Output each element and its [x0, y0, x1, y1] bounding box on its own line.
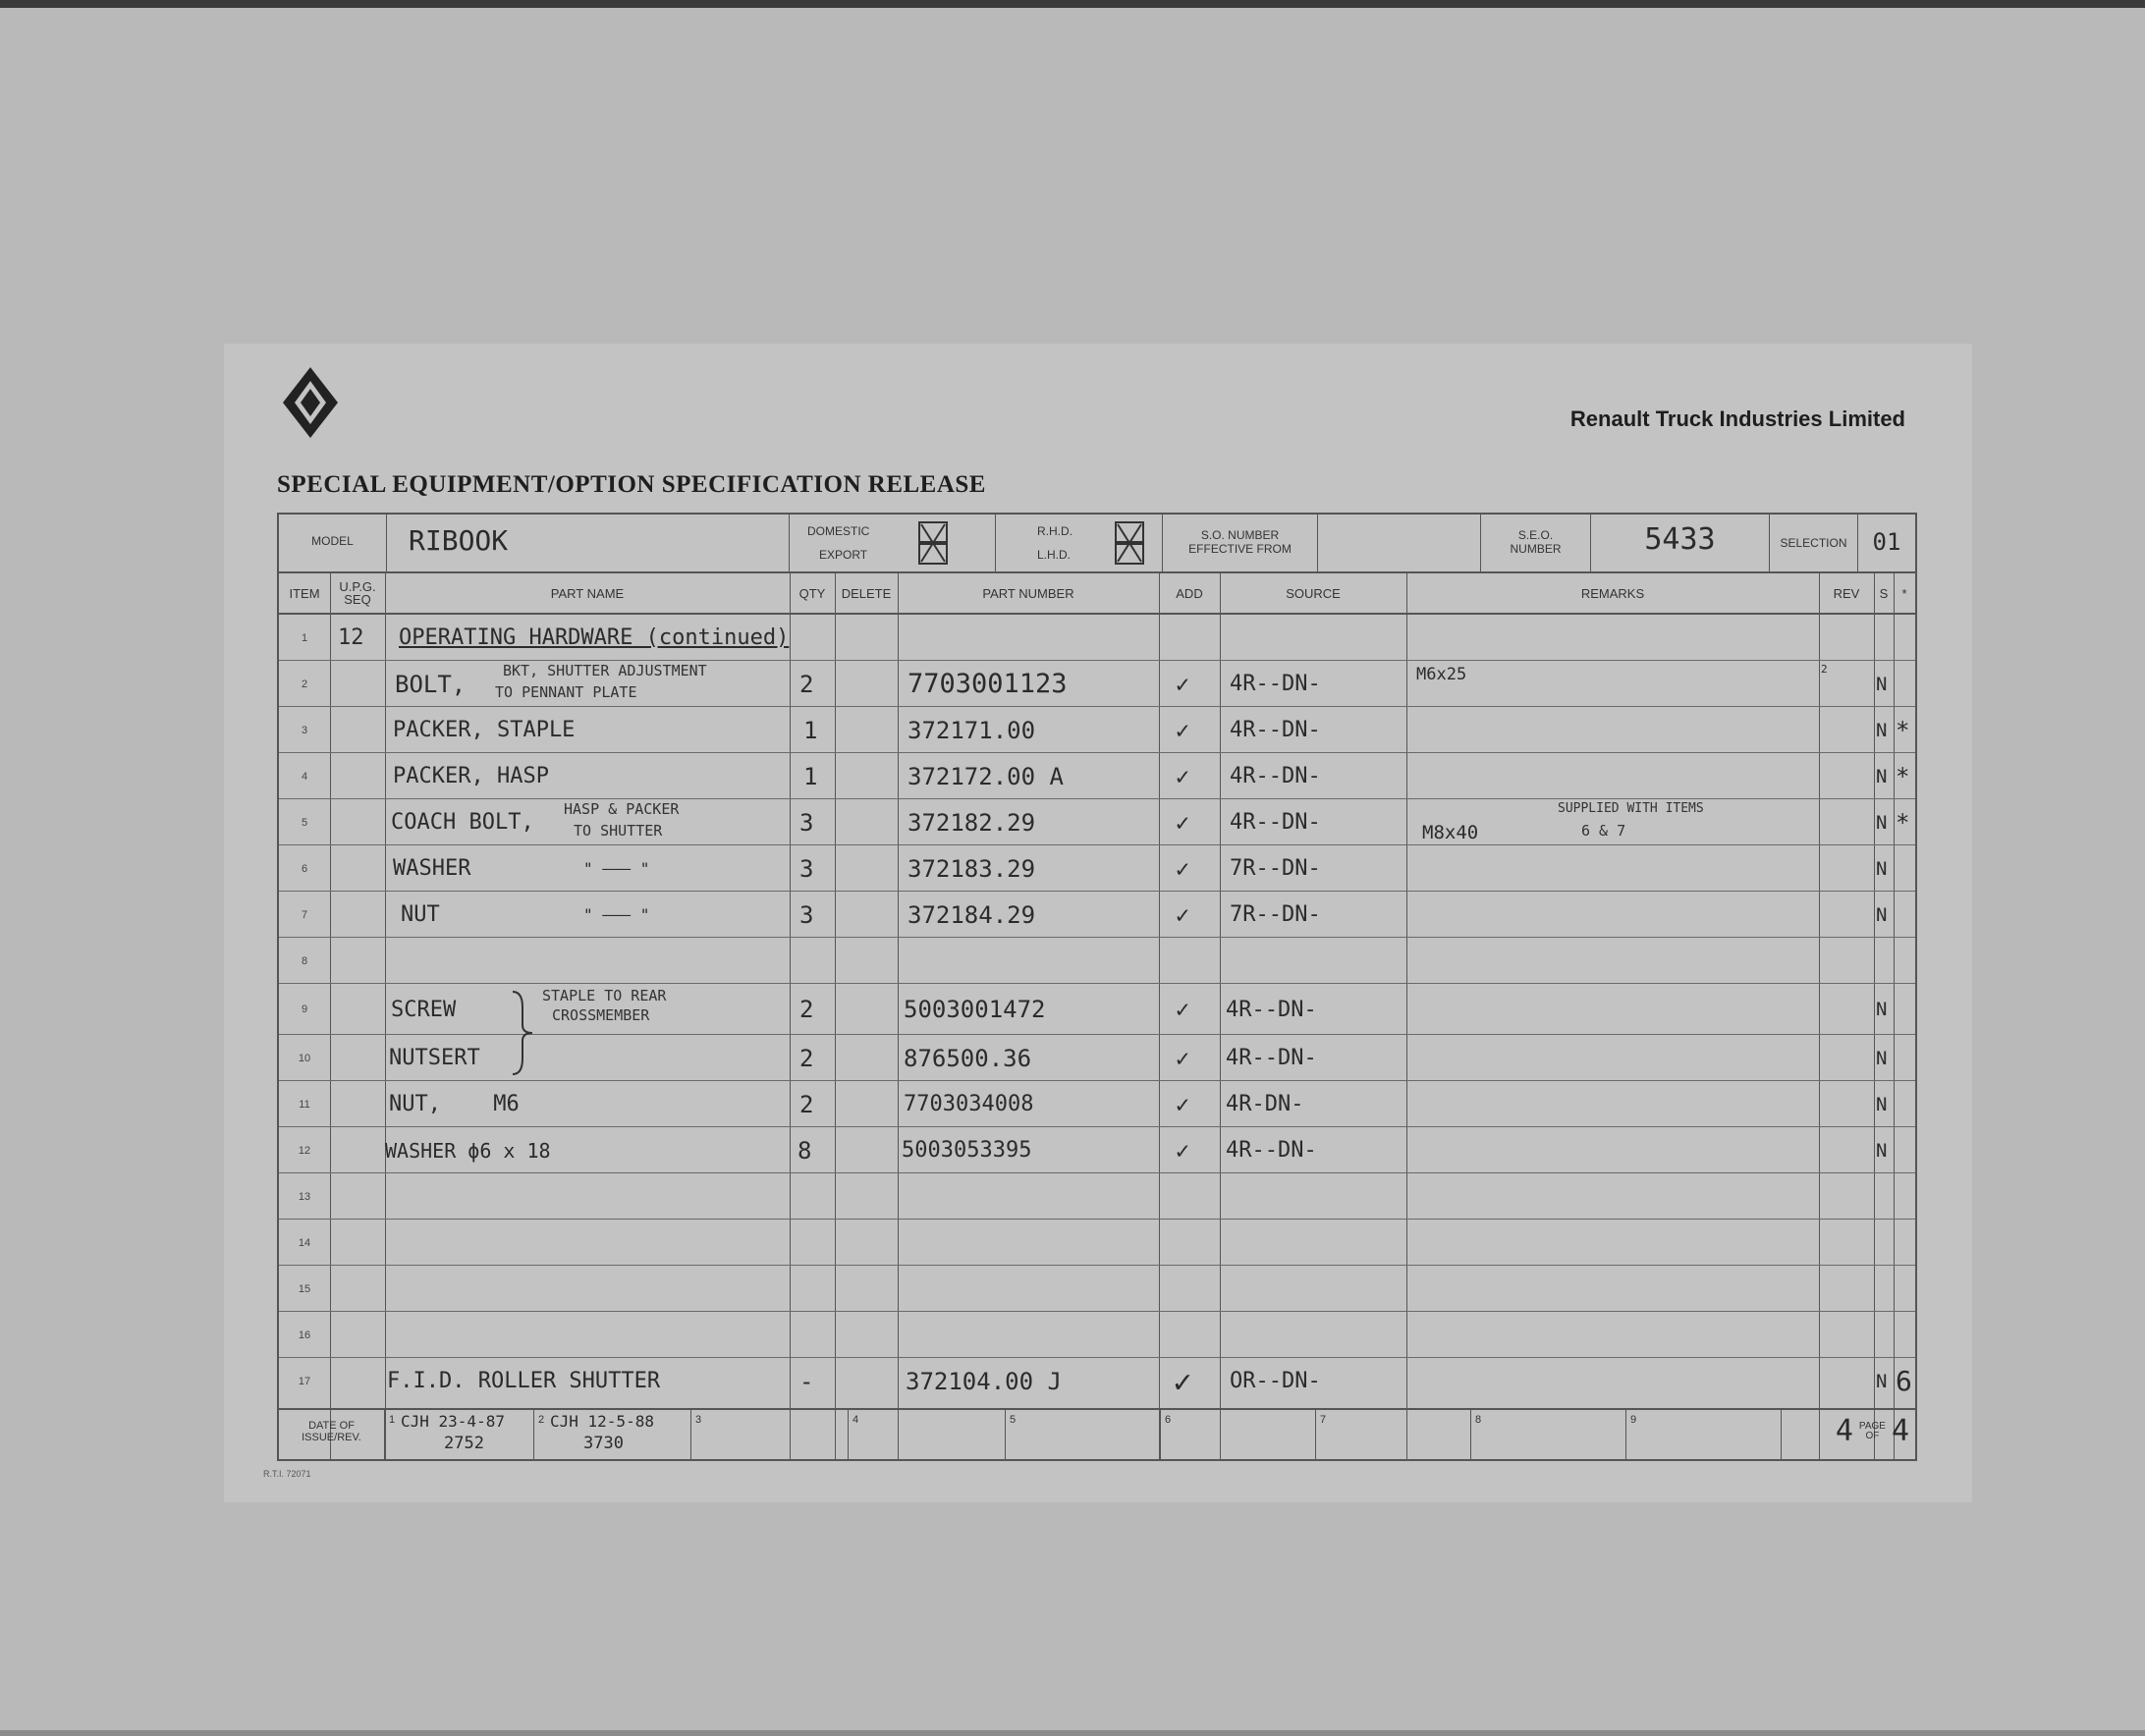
source: 4R--DN- — [1226, 997, 1317, 1022]
qty: 1 — [803, 762, 818, 790]
model-value-cell — [387, 515, 790, 571]
slot-ref: 3730 — [583, 1434, 624, 1453]
part-name-note: TO SHUTTER — [574, 822, 663, 840]
s-flag: N — [1876, 1370, 1888, 1392]
item-number: 14 — [298, 1236, 311, 1249]
add-check: ✓ — [1175, 670, 1190, 698]
part-name: F.I.D. ROLLER SHUTTER — [387, 1369, 661, 1393]
part-number: 372183.29 — [908, 854, 1036, 883]
s-flag: N — [1876, 999, 1888, 1020]
part-name-note: TO PENNANT PLATE — [495, 683, 637, 701]
date-label-cell — [279, 1410, 385, 1459]
col-item: ITEM — [289, 585, 320, 601]
part-number: 372184.29 — [908, 900, 1036, 929]
table-row — [279, 753, 1915, 799]
domestic-label: DOMESTIC — [807, 524, 870, 538]
drive-checked-box-icon — [1114, 520, 1147, 568]
page-total: 4 — [1891, 1414, 1909, 1448]
part-number: 372171.00 — [908, 716, 1036, 744]
part-name: PACKER, HASP — [393, 764, 549, 788]
col-upg-line2: SEQ — [344, 592, 371, 607]
part-name: BOLT, — [395, 670, 467, 698]
item-number: 10 — [298, 1052, 311, 1064]
source: OR--DN- — [1230, 1369, 1321, 1393]
slot-number: 3 — [695, 1414, 702, 1426]
col-part-number: PART NUMBER — [982, 585, 1074, 601]
export-label: EXPORT — [819, 548, 868, 562]
qty: 3 — [799, 854, 814, 883]
slot-ref: 2752 — [444, 1434, 484, 1453]
scan-top-edge — [0, 0, 2145, 8]
specification-form — [277, 513, 1917, 1461]
brace-icon — [507, 988, 536, 1078]
part-name: COACH BOLT, — [391, 810, 534, 835]
ditto-mark: " ——— " — [583, 859, 650, 878]
add-check: ✓ — [1175, 1044, 1190, 1072]
col-delete: DELETE — [841, 585, 892, 601]
issue-slot — [1006, 1410, 1161, 1459]
issue-slot — [849, 1410, 1006, 1459]
col-s: S — [1879, 585, 1889, 601]
add-check: ✓ — [1175, 716, 1190, 744]
star-flag: * — [1896, 808, 1910, 837]
seo-label-1: S.E.O. — [1517, 528, 1554, 542]
s-flag: N — [1876, 719, 1888, 741]
qty: - — [799, 1367, 814, 1395]
table-row — [279, 938, 1915, 984]
rev: 2 — [1821, 663, 1828, 676]
renault-logo-icon — [281, 365, 340, 440]
add-check: ✓ — [1175, 762, 1190, 790]
remarks: M8x40 — [1422, 821, 1479, 843]
issue-slot — [1471, 1410, 1626, 1459]
table-row — [279, 892, 1915, 938]
item-number: 5 — [301, 816, 308, 829]
date-label-2: ISSUE/REV. — [302, 1432, 361, 1443]
so-number-cell — [1163, 515, 1318, 571]
table-row — [279, 661, 1915, 707]
slot-number: 5 — [1010, 1414, 1017, 1426]
table-row — [279, 707, 1915, 753]
part-number: 372172.00 A — [908, 762, 1064, 790]
item-number: 12 — [298, 1144, 311, 1157]
item-number: 17 — [298, 1375, 311, 1387]
source: 4R--DN- — [1226, 1138, 1317, 1163]
add-check: ✓ — [1175, 900, 1190, 929]
qty: 3 — [799, 900, 814, 929]
upg-seq: 12 — [338, 625, 364, 650]
part-name: NUTSERT — [389, 1046, 480, 1070]
slot-number: 7 — [1320, 1414, 1327, 1426]
s-flag: N — [1876, 1139, 1888, 1162]
item-number: 8 — [301, 954, 308, 967]
item-number: 15 — [298, 1282, 311, 1295]
company-name: Renault Truck Industries Limited — [1569, 407, 1905, 431]
issue-slot — [1316, 1410, 1471, 1459]
issue-slot — [1161, 1410, 1316, 1459]
add-check: ✓ — [1175, 1136, 1190, 1165]
slot-number: 1 — [389, 1414, 396, 1426]
star-flag: * — [1896, 762, 1910, 790]
col-qty: QTY — [798, 585, 826, 601]
part-name-note: HASP & PACKER — [564, 800, 680, 818]
add-check: ✓ — [1175, 1090, 1190, 1118]
slot-signature: CJH 23-4-87 — [401, 1412, 505, 1431]
table-row — [279, 1173, 1915, 1220]
table-row — [279, 1127, 1915, 1173]
item-number: 9 — [301, 1004, 308, 1015]
qty: 1 — [803, 716, 818, 744]
s-flag: N — [1876, 903, 1888, 926]
item-number: 16 — [298, 1329, 311, 1341]
part-number: 372104.00 J — [906, 1367, 1062, 1395]
source: 4R--DN- — [1226, 1046, 1317, 1070]
seo-value-cell — [1591, 515, 1770, 571]
source: 4R-DN- — [1226, 1092, 1304, 1116]
seo-label-2: NUMBER — [1510, 542, 1562, 556]
s-flag: N — [1876, 1093, 1888, 1115]
issue-slot — [1626, 1410, 1782, 1459]
col-part-name: PART NAME — [550, 585, 625, 601]
add-check: ✓ — [1175, 996, 1190, 1023]
col-rev: REV — [1833, 585, 1860, 601]
table-row — [279, 1312, 1915, 1358]
part-name: WASHER ϕ6 x 18 — [385, 1138, 551, 1163]
col-extra: * — [1901, 585, 1907, 601]
col-add: ADD — [1176, 585, 1203, 601]
part-number: 5003001472 — [904, 996, 1046, 1023]
issue-footer — [279, 1408, 1915, 1459]
col-upg — [330, 573, 385, 613]
part-number: 372182.29 — [908, 808, 1036, 837]
slot-signature: CJH 12-5-88 — [550, 1412, 654, 1431]
qty: 2 — [799, 1090, 814, 1118]
part-name: WASHER — [393, 856, 471, 881]
so-label-1: S.O. NUMBER — [1200, 528, 1280, 542]
market-checked-box-icon — [917, 520, 951, 568]
col-source: SOURCE — [1286, 585, 1341, 601]
model-label: MODEL — [311, 534, 354, 548]
model-label-cell — [279, 515, 387, 571]
table-row — [279, 1081, 1915, 1127]
add-check: ✓ — [1175, 808, 1190, 837]
issue-slot — [691, 1410, 849, 1459]
rhd-label: R.H.D. — [1037, 524, 1072, 538]
add-check: ✓ — [1175, 854, 1190, 883]
item-number: 3 — [301, 724, 308, 736]
page-cell — [1782, 1410, 1915, 1459]
page-indicator — [1836, 1414, 1909, 1448]
part-name: SCREW — [391, 997, 457, 1022]
seo-value: 5433 — [1644, 522, 1716, 557]
qty: 8 — [798, 1136, 812, 1165]
page-number: 4 — [1835, 1414, 1853, 1448]
qty: 2 — [799, 670, 814, 698]
part-name: NUT — [401, 902, 440, 927]
part-number: 7703001123 — [908, 669, 1068, 699]
part-name: PACKER, STAPLE — [393, 718, 576, 742]
item-number: 7 — [301, 908, 308, 921]
s-flag: N — [1876, 673, 1888, 695]
seo-label-cell — [1481, 515, 1591, 571]
page-of-label — [1859, 1422, 1886, 1441]
drive-cell — [996, 515, 1163, 571]
form-reference: R.T.I. 72071 — [263, 1469, 311, 1479]
source: 4R--DN- — [1230, 810, 1321, 835]
selection-value-cell — [1858, 515, 1915, 571]
item-number: 6 — [301, 862, 308, 875]
selection-label-cell — [1770, 515, 1858, 571]
s-flag: N — [1876, 1047, 1888, 1069]
slot-number: 6 — [1165, 1414, 1172, 1426]
table-row — [279, 799, 1915, 845]
so-label-2: EFFECTIVE FROM — [1188, 542, 1292, 556]
form-header — [279, 515, 1915, 573]
source: 4R--DN- — [1230, 672, 1321, 696]
qty: 3 — [799, 808, 814, 837]
item-number: 13 — [298, 1190, 311, 1203]
part-name-note: STAPLE TO REAR — [542, 987, 667, 1004]
source: 4R--DN- — [1230, 718, 1321, 742]
table-row — [279, 845, 1915, 892]
part-name: OPERATING HARDWARE (continued) — [399, 625, 790, 650]
item-number: 2 — [301, 678, 308, 690]
selection-label: SELECTION — [1780, 536, 1847, 550]
remarks-note: SUPPLIED WITH ITEMS — [1558, 801, 1704, 816]
col-upg-line1: U.P.G. — [339, 579, 376, 594]
source: 7R--DN- — [1230, 856, 1321, 881]
item-number: 4 — [301, 770, 308, 783]
page-label: PAGE — [1858, 1420, 1886, 1432]
part-number: 7703034008 — [904, 1092, 1034, 1116]
part-name-note: BKT, SHUTTER ADJUSTMENT — [503, 662, 707, 679]
s-flag: N — [1876, 765, 1888, 787]
s-flag: N — [1876, 811, 1888, 834]
table-row — [279, 1220, 1915, 1266]
add-check: ✓ — [1173, 1362, 1192, 1400]
date-label-1: DATE OF — [308, 1420, 355, 1432]
column-headers — [279, 573, 1915, 615]
table-row — [279, 615, 1915, 661]
qty: 2 — [799, 1044, 814, 1072]
part-number: 5003053395 — [902, 1138, 1032, 1163]
part-name: NUT, M6 — [389, 1092, 520, 1116]
remarks-note: 6 & 7 — [1581, 822, 1626, 840]
table-row — [279, 1358, 1915, 1404]
item-number: 1 — [301, 631, 308, 644]
part-name-note: CROSSMEMBER — [552, 1006, 650, 1024]
document-title: SPECIAL EQUIPMENT/OPTION SPECIFICATION RELEASE — [277, 471, 986, 498]
source: 7R--DN- — [1230, 902, 1321, 927]
slot-number: 2 — [538, 1414, 545, 1426]
extra-flag: 6 — [1896, 1365, 1912, 1397]
s-flag: N — [1876, 857, 1888, 880]
market-cell — [790, 515, 996, 571]
source: 4R--DN- — [1230, 764, 1321, 788]
lhd-label: L.H.D. — [1037, 548, 1072, 562]
selection-value: 01 — [1872, 528, 1901, 556]
so-number-value-cell — [1318, 515, 1481, 571]
remarks: M6x25 — [1416, 665, 1467, 684]
slot-number: 4 — [852, 1414, 859, 1426]
star-flag: * — [1896, 716, 1910, 744]
col-remarks: REMARKS — [1580, 585, 1645, 601]
scan-bottom-edge — [0, 1730, 2145, 1736]
table-row — [279, 1266, 1915, 1312]
issue-slot — [385, 1410, 534, 1459]
model-value: RIBOOK — [409, 524, 509, 557]
slot-number: 9 — [1630, 1414, 1637, 1426]
item-number: 11 — [299, 1098, 310, 1111]
issue-slot — [534, 1410, 691, 1459]
of-label: OF — [1865, 1430, 1880, 1441]
qty: 2 — [799, 996, 814, 1023]
ditto-mark: " ——— " — [583, 905, 650, 924]
slot-number: 8 — [1475, 1414, 1482, 1426]
part-number: 876500.36 — [904, 1044, 1032, 1072]
